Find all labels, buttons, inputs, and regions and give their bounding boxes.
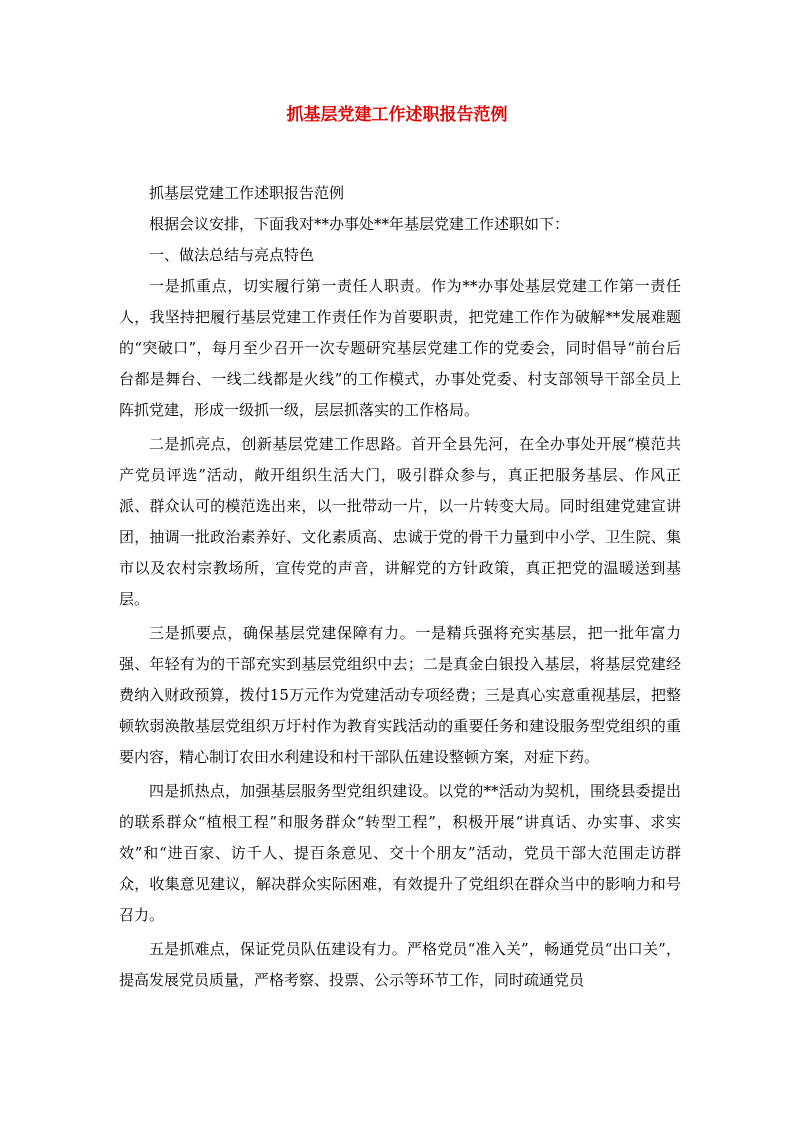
paragraph-point-1: 一是抓重点，切实履行第一责任人职责。作为**办事处基层党建工作第一责任人，我坚持把履行基层党建工作责任作为首要职责，把党建工作作为破解**发展难题的“突破口”，每月至少召开一次专题研究基层党建工作的党委会，同时倡导“前台后台都是舞台、一线二线都是火线”的工作模式，办事处党委、村支部领导干部全员上阵抓党建，形成一级抓一级，层层抓落实的工作格局。 xyxy=(119,277,681,419)
paragraph-point-4: 四是抓热点，加强基层服务型党组织建设。以党的**活动为契机，围绕县委提出的联系群众“植根工程”和服务群众“转型工程”，积极开展“讲真话、办实事、求实效”和“进百家、访千人、提百条意见、交十个朋友”活动，党员干部大范围走访群众，收集意见建议，解决群众实际困难，有效提升了党组织在群众当中的影响力和号召力。 xyxy=(119,782,681,924)
paragraph-point-3: 三是抓要点，确保基层党建保障有力。一是精兵强将充实基层，把一批年富力强、年轻有为的干部充实到基层党组织中去；二是真金白银投入基层，将基层党建经费纳入财政预算，拨付15万元作为党建活动专项经费；三是真心实意重视基层，把整顿软弱涣散基层党组织万圩村作为教育实践活动的重要任务和建设服务型党组织的重要内容，精心制订农田水利建设和村干部队伍建设整顿方案，对症下药。 xyxy=(119,624,681,766)
section-heading: 一、做法总结与亮点特色 xyxy=(149,246,315,264)
paragraph-subtitle: 抓基层党建工作述职报告范例 xyxy=(149,184,345,202)
paragraph-point-2: 二是抓亮点，创新基层党建工作思路。首开全县先河，在全办事处开展“模范共产党员评选”活动，敞开组织生活大门，吸引群众参与，真正把服务基层、作风正派、群众认可的模范选出来，以一批带动一片，以一片转变大局。同时组建党建宣讲团，抽调一批政治素养好、文化素质高、忠诚于党的骨干力量到中小学、卫生院、集市以及农村宗教场所，宣传党的声音，讲解党的方针政策，真正把党的温暖送到基层。 xyxy=(119,435,681,608)
paragraph-point-5: 五是抓难点，保证党员队伍建设有力。严格党员“准入关”，畅通党员“出口关”，提高发展党员质量，严格考察、投票、公示等环节工作，同时疏通党员 xyxy=(119,940,681,989)
paragraph-intro: 根据会议安排，下面我对**办事处**年基层党建工作述职如下： xyxy=(149,215,570,233)
document-body xyxy=(119,178,681,996)
document-title: 抓基层党建工作述职报告范例 xyxy=(286,105,508,125)
